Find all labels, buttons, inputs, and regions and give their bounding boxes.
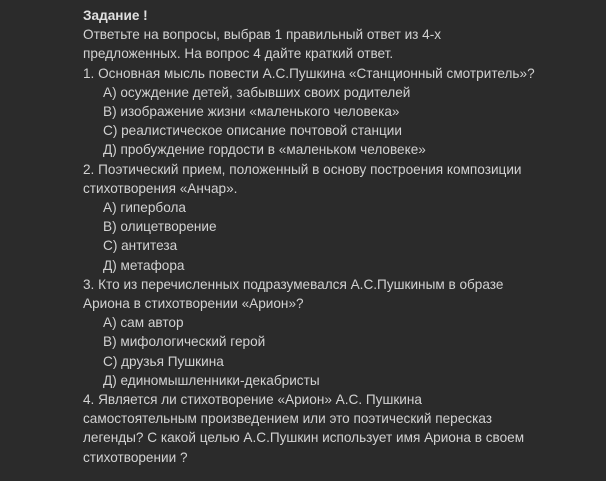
task-document bbox=[83, 6, 598, 467]
question-text: Ариона в стихотворении «Арион»? bbox=[83, 296, 304, 312]
question-text: 3. Кто из перечисленных подразумевался А.С.Пушкиным в образе bbox=[83, 276, 504, 292]
answer-option-a: А) осуждение детей, забывших своих родителей bbox=[103, 84, 411, 100]
question-3 bbox=[83, 275, 598, 390]
question-text: 4. Является ли стихотворение «Арион» А.С. Пушкина bbox=[83, 392, 422, 408]
question-text: стихотворения «Анчар». bbox=[83, 180, 238, 196]
answer-option-d: Д) единомышленники-декабристы bbox=[103, 372, 320, 388]
question-text: 2. Поэтический прием, положенный в основу построения композиции bbox=[83, 161, 522, 177]
question-4 bbox=[83, 390, 598, 467]
instruction-line: Ответьте на вопросы, выбрав 1 правильный ответ из 4-х bbox=[83, 27, 442, 43]
answer-option-a: А) сам автор bbox=[103, 315, 184, 331]
answer-option-c: С) друзья Пушкина bbox=[103, 353, 224, 369]
answer-option-c: С) антитеза bbox=[103, 238, 178, 254]
answer-option-c: С) реалистическое описание почтовой станции bbox=[103, 123, 402, 139]
answer-option-a: А) гипербола bbox=[103, 200, 186, 216]
answer-option-b: В) изображение жизни «маленького человека» bbox=[103, 104, 400, 120]
question-text: самостоятельным произведением или это поэтический пересказ bbox=[83, 411, 492, 427]
answer-option-d: Д) пробуждение гордости в «маленьком человеке» bbox=[103, 142, 426, 158]
question-text: стихотворении ? bbox=[83, 449, 188, 465]
answer-option-d: Д) метафора bbox=[103, 257, 185, 273]
instruction-line: предложенных. На вопрос 4 дайте краткий ответ. bbox=[83, 46, 394, 62]
task-title: Задание ! bbox=[83, 8, 148, 23]
question-1 bbox=[83, 64, 598, 160]
answer-option-b: В) олицетворение bbox=[103, 219, 217, 235]
question-2 bbox=[83, 160, 598, 275]
answer-option-b: В) мифологический герой bbox=[103, 334, 266, 350]
question-text: легенды? С какой целью А.С.Пушкин использует имя Ариона в своем bbox=[83, 430, 525, 446]
question-text: 1. Основная мысль повести А.С.Пушкина «Станционный смотритель»? bbox=[83, 65, 535, 81]
